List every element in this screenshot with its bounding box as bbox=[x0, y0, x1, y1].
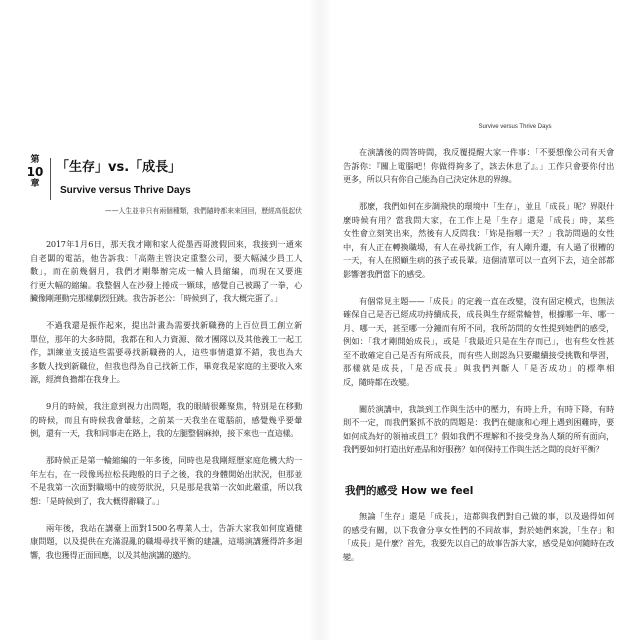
paragraph bbox=[343, 403, 614, 457]
chapter-label bbox=[25, 156, 45, 189]
text-line: 關於演講中，我談到工作與生活中的壓力，有時上升，有時下降，有時 bbox=[359, 403, 614, 414]
text-line: 多數人找到新職位，但我也得為自己找新工作，畢竟我是家庭的主要收入來 bbox=[30, 360, 302, 371]
text-line: 數」，而在前幾個月，我們才剛舉辦完成一輪人員縮編，而現在又要進 bbox=[30, 266, 302, 276]
chapter-divider bbox=[50, 158, 51, 200]
text-line: 更多，所以只有你自己能為自己決定休息的界線。 bbox=[343, 174, 517, 184]
text-line: 響，我也獲得正面回應，以及其他演講的邀約。 bbox=[30, 549, 196, 560]
text-line: 康問題，以及提供在充滿混亂的職場尋找平衡的建議，這場演講獲得許多迴 bbox=[30, 536, 302, 546]
text-line: 源，經濟負擔都在我身上。 bbox=[30, 374, 125, 384]
chapter-title-english: Survive versus Thrive Days bbox=[60, 185, 191, 196]
text-line: 影響著我們當下的感受。 bbox=[343, 268, 430, 279]
text-line: 有個常見主題——「成長」的定義一直在改變，沒有固定模式，也無法 bbox=[359, 295, 614, 306]
text-line: 不過我還是振作起來，提出計畫為需要找新職務的上百位員工創立新 bbox=[46, 320, 302, 330]
section-heading: 我們的感受 How we feel bbox=[345, 485, 474, 497]
text-line: 自老闆的電話，他告訴我：「高階主管決定重整公司，要大幅減少員工人 bbox=[30, 252, 302, 263]
chapter-subtitle: ——人生並非只有兩個種類，我們隨時都來來回回，歷經高低起伏 bbox=[104, 207, 302, 215]
text-line: 那時候正是第一輪縮編的一年多後，同時也是我剛經歷家庭危機大約一 bbox=[46, 455, 302, 465]
text-line: 無論「生存」還是「成長」，這都與我們對自己做的事，以及過得如何 bbox=[359, 511, 614, 521]
text-line: 至不敢確定自己是否有所成長，而有些人則認為只要繼續接受挑戰和學習， bbox=[343, 349, 614, 360]
chapter-number: 10 bbox=[26, 165, 44, 180]
text-line: 中，有人正在轉換職場，有人在尋找新工作，有人剛升遷，有人過了很糟的 bbox=[343, 241, 614, 252]
text-line: 我們要如何打造出好產品和好服務？如何保持工作與生活之間的良好平衡？ bbox=[343, 444, 604, 454]
gutter-shadow bbox=[308, 0, 332, 640]
paragraph bbox=[30, 454, 302, 508]
text-line: 告訴你：『關上電腦吧！你做得夠多了，該去休息了』。」工作只會要你付出 bbox=[343, 160, 614, 171]
chapter-prefix: 第 bbox=[30, 155, 40, 165]
chapter-title: 「生存」vs.「成長」 bbox=[56, 160, 182, 175]
text-line: 例如：「我才剛開始成長」，或是「我最近只是在生存而已」，也有些女性甚 bbox=[343, 336, 614, 346]
text-line: 臟像剛運動完那樣劇烈狂跳。我告訴老公：「時候到了，我大概完蛋了。」 bbox=[30, 293, 283, 303]
paragraph bbox=[343, 200, 614, 281]
text-line: 不是我第一次面對職場中的疲勞狀況，只是那是我第一次如此嚴重，所以我 bbox=[30, 482, 302, 492]
text-line: 的感受有關，以下我會分享女性們的不同故事，對於她們來說，「生存」和 bbox=[343, 524, 614, 535]
text-line: 確保自己是否已經成功持續成長，成長與生存經常輪替，根據哪一年、哪一 bbox=[343, 309, 614, 319]
text-line: 反，隨時都在改變。 bbox=[343, 376, 414, 387]
running-head: Survive versus Thrive Days bbox=[478, 124, 552, 130]
text-line: 的時候，而且有時候我會暈眩，之前某一天我坐在電腦前，感覺幾乎要暈 bbox=[30, 414, 302, 425]
text-line: 2017年1月6日，那天我才剛和家人從墨西哥渡假回來，我接到一通來 bbox=[46, 239, 302, 249]
chapter-suffix: 章 bbox=[30, 179, 40, 190]
text-line: 變。 bbox=[343, 551, 359, 562]
text-line: 那麼，我們如何在步調飛快的環境中「生存」，並且「成長」呢？界限什 bbox=[359, 201, 614, 211]
text-line: 一天，有人在照顧生病的孩子或長輩。這個清單可以一直列下去，這全部都 bbox=[343, 255, 614, 265]
text-line: 那樣就是成長，「是否成長」與我們判斷人「是否成功」的標準相 bbox=[343, 363, 614, 373]
text-line: 行更大幅的縮編。我整個人在沙發上捲成一顆球，感覺自己被踢了一拳，心 bbox=[30, 279, 302, 290]
paragraph bbox=[343, 510, 614, 564]
paragraph bbox=[343, 295, 614, 390]
text-line: 9月的時候，我注意到視力出問題，我的眼睛很難聚焦，特別是在移動 bbox=[46, 401, 302, 411]
text-line: 年左右，在一段像馬拉松長跑般的日子之後，我的身體開始出狀況，但那並 bbox=[30, 468, 302, 479]
text-line: 作，訓練並支援這些需要尋找新職務的人，這些事情還算不錯，我也為大 bbox=[30, 347, 302, 357]
paragraph bbox=[30, 400, 302, 441]
text-line: 女性會立刻笑出來，然後有人反問我：「妳是指哪一天？」我訪問過的女性 bbox=[343, 228, 614, 238]
text-line: 在演講後的問答時間，我反覆提醒大家一件事：「不要想像公司有天會 bbox=[359, 147, 614, 157]
text-line: 「成長」是什麼？首先，我要先以自己的故事告訴大家，感受是如何隨時在改 bbox=[343, 538, 614, 548]
paragraph bbox=[343, 146, 614, 187]
left-page-body bbox=[30, 238, 302, 562]
text-line: 則不一定，而我們緊抓不放的問題是：我們在健康和心理上遇到困難時，要 bbox=[343, 417, 614, 427]
text-line: 麼時候有用？當我問大家，在工作上是「生存」還是「成長」時，某些 bbox=[343, 214, 614, 225]
text-line: 想：「是時候到了，我大概得辭職了。」 bbox=[30, 495, 164, 506]
right-page-body bbox=[343, 146, 614, 457]
text-line: 兩年後，我站在講臺上面對1500名專業人士，告訴大家我如何度過健 bbox=[46, 522, 302, 533]
text-line: 月、哪一天，甚至哪一分鐘而有所不同，我所訪問的女性提到她們的感受， bbox=[343, 322, 614, 333]
text-line: 倒，還有一天，我和同事走在路上，我的左腿整個麻掉，接下來也一直這樣。 bbox=[30, 428, 299, 438]
paragraph bbox=[30, 522, 302, 563]
text-line: 單位，那年的大多時間，我都在和人力資源、徵才團隊以及其他義工一起工 bbox=[30, 333, 302, 344]
paragraph bbox=[30, 319, 302, 387]
text-line: 如何成為好的領袖或員工？假如我們不理解和不接受身為人類的所有面向， bbox=[343, 430, 614, 441]
paragraph bbox=[30, 238, 302, 306]
right-page-body-section bbox=[343, 510, 614, 564]
